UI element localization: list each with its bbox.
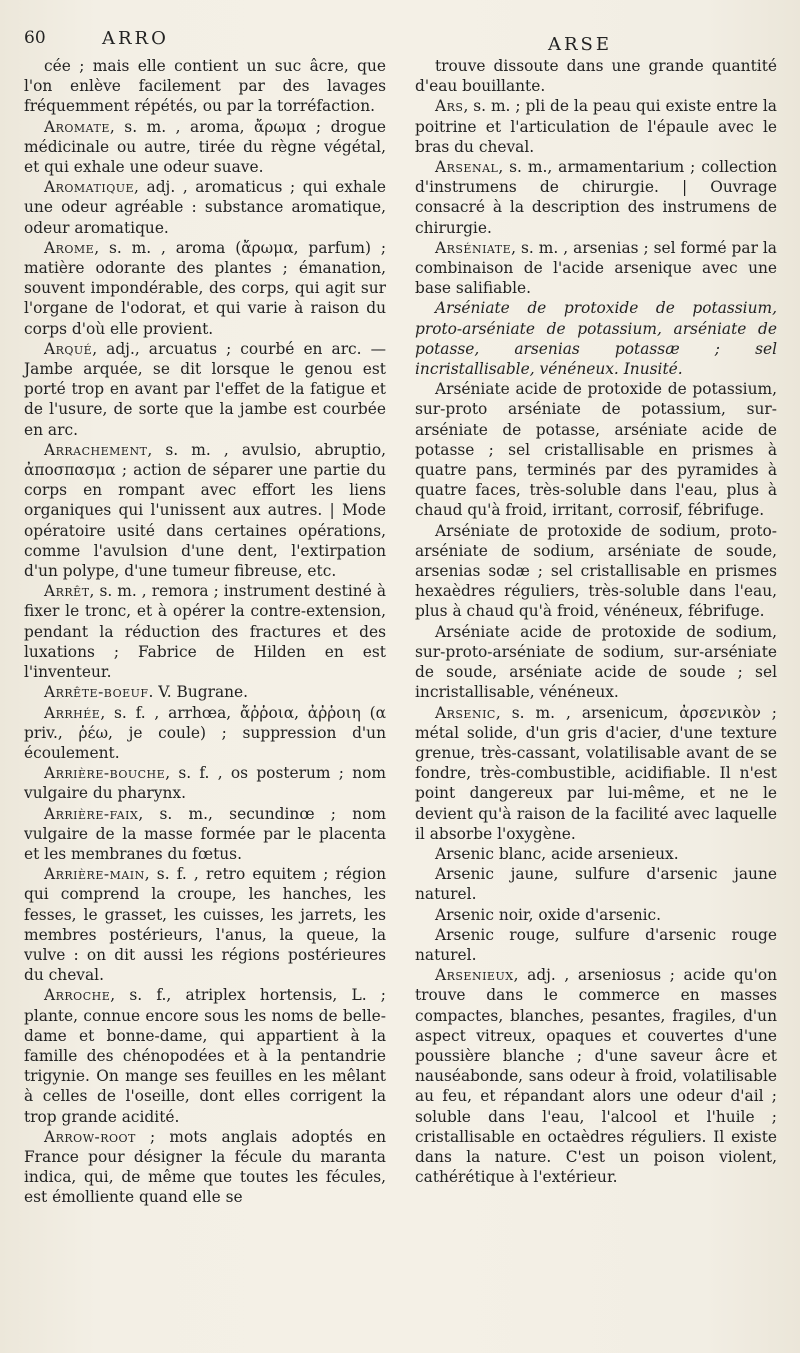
entry-text: , adj. , arseniosus ; acide qu'on trouve dans le commerce en masses compactes, blanches, pesantes, fragiles, d'un aspect vitreux, opaques et couvertes d'une poussière blanche ; d'une saveur âcre et nauséabonde, sans odeur à froid, volatilisable au feu, et répandant alors une odeur d'ail ; soluble dans l'eau, l'alcool et l'huile ; cristallisable en octaèdres réguliers. Il existe dans la nature. C'est un poison violent, cathérétique à l'extérieur. <box>415 966 777 1187</box>
entry <box>415 56 777 96</box>
entry-headword: Arrière-main <box>44 865 145 884</box>
entry-headword: Arrhée <box>44 703 101 722</box>
entry-headword: Arsenal <box>435 158 499 177</box>
entry-text: cée ; mais elle contient un suc âcre, que l'on enlève facilement par des lavages fréquemment répétés, ou par la torréfaction. <box>24 57 386 116</box>
entry <box>24 985 386 1126</box>
entry-text: Arséniate de protoxide de sodium, proto-arséniate de sodium, arséniate de soude, arsenias sodæ ; sel cristallisable en prismes hexaèdres réguliers, très-soluble dans l'eau, plus à chaud qu'à froid, vénéneux, fébrifuge. <box>415 521 777 621</box>
entry-headword: Arrière-faix <box>44 804 139 823</box>
entry <box>24 581 386 682</box>
entry <box>24 682 386 702</box>
entry-text: , s. m. , aroma, ἄρωμα ; drogue médicinale ou autre, tirée du règne végétal, et qui exhale une odeur suave. <box>24 117 386 177</box>
entry-headword: Aromate <box>44 117 110 136</box>
entry <box>24 56 386 117</box>
entry-text: Arsenic rouge, sulfure d'arsenic rouge naturel. <box>415 925 777 964</box>
entry-headword: Arome <box>44 238 95 257</box>
sub-entry <box>415 521 777 622</box>
entry-headword: Arrachement <box>44 440 148 459</box>
sub-entry <box>415 379 777 520</box>
entry-text: , s. f. , os posterum ; nom vulgaire du pharynx. <box>24 764 386 803</box>
entry-text: , s. m. , avulsio, abruptio, ἀποσπασμα ; action de séparer une partie du corps en rompant avec effort les liens organiques qui l'unissent aux autres. | Mode opératoire usité dans certaines opérations, comme l'avulsion d'une dent, l'extirpation d'un polype, d'une tumeur fibreuse, etc. <box>24 440 386 581</box>
entry-text: , s. m. , aroma (ἄρωμα, parfum) ; matière odorante des plantes ; émanation, souvent impondérable, des corps, qui agit sur l'organe de l'odorat, et qui varie à raison du corps d'où elle provient. <box>24 238 386 338</box>
entry-text: . V. Bugrane. <box>148 683 249 702</box>
entry-headword: Aromatique <box>44 178 135 197</box>
sub-entry <box>415 622 777 703</box>
page-header <box>0 28 800 55</box>
entry-text: trouve dissoute dans une grande quantité d'eau bouillante. <box>415 57 777 96</box>
entry-text: , s. m., armamentarium ; collection d'instrumens de chirurgie. | Ouvrage consacré à la description des instrumens de chirurgie. <box>415 158 777 237</box>
entry <box>24 864 386 985</box>
sub-entry <box>415 925 777 965</box>
left-column <box>24 56 386 1208</box>
entry <box>24 177 386 238</box>
entry <box>24 440 386 581</box>
entry <box>415 965 777 1187</box>
entry-text: , adj., arcuatus ; courbé en arc. —Jambe arquée, se dit lorsque le genou est porté trop en avant par l'effet de la fatigue et de l'usure, de sorte que la jambe est courbée en arc. <box>24 339 386 439</box>
entry-headword: Ars <box>435 97 464 116</box>
sub-entry <box>415 298 777 379</box>
entry-headword: Arsenieux <box>435 966 514 985</box>
entry-text: , s. m., secundinœ ; nom vulgaire de la masse formée par le placenta et les membranes du fœtus. <box>24 804 386 863</box>
sub-entry <box>415 864 777 904</box>
entry <box>415 703 777 844</box>
entry-headword: Arrête-boeuf <box>44 683 149 702</box>
running-head-left: ARRO <box>102 28 169 49</box>
entry-headword: Arqué <box>44 339 93 358</box>
entry-headword: Arrière-bouche <box>44 764 166 783</box>
entry-text: , s. m. ; pli de la peau qui existe entre la poitrine et l'articulation de l'épaule avec le bras du cheval. <box>415 97 777 156</box>
sub-entry <box>415 844 777 864</box>
entry-text: Arsenic jaune, sulfure d'arsenic jaune naturel. <box>415 865 777 904</box>
entry-headword: Arséniate <box>435 238 512 257</box>
entry <box>24 1127 386 1208</box>
entry-text: Arséniate de protoxide de potassium, proto-arséniate de potassium, arséniate de potasse, arsenias potassæ ; sel incristallisable, vénéneux. Inusité. <box>415 299 777 379</box>
entry-text: ; mots anglais adoptés en France pour désigner la fécule du maranta indica, qui, de même que toutes les fécules, est émolliente quand elle se <box>24 1127 386 1207</box>
entry <box>24 238 386 339</box>
entry-text: , s. m. , arsenias ; sel formé par la combinaison de l'acide arsenique avec une base salifiable. <box>415 238 777 298</box>
right-column <box>415 56 777 1187</box>
page-number: 60 <box>24 28 46 48</box>
entry-headword: Arsenic <box>435 703 496 722</box>
entry <box>24 763 386 803</box>
entry <box>415 238 777 299</box>
entry-text: , s. m. , arsenicum, ἀρσενικὸν ; métal solide, d'un gris d'acier, d'une texture grenue, très-cassant, volatilisable avant de se fondre, très-combustible, acidifiable. Il n'est point dangereux par lui-même, et ne le devient qu'à raison de la facilité avec laquelle il absorbe l'oxygène. <box>415 703 777 843</box>
entry <box>415 157 777 238</box>
running-head-right: ARSE <box>548 34 613 55</box>
entry <box>24 703 386 764</box>
entry-text: , s. f., atriplex hortensis, L. ; plante, connue encore sous les noms de belle-dame et bonne-dame, qui appartient à la famille des chénopodées et à la pentandrie trigynie. On mange ses feuilles en les mêlant à celles de l'oseille, dont elles corrigent la trop grande acidité. <box>24 986 386 1126</box>
entry-text: Arséniate acide de protoxide de sodium, sur-proto-arséniate de sodium, sur-arséniate de soude, arséniate acide de soude ; sel incristallisable, vénéneux. <box>415 622 777 702</box>
entry-text: , s. m. , remora ; instrument destiné à fixer le tronc, et à opérer la contre-extension, pendant la réduction des fractures et des luxations ; Fabrice de Hilden en est l'inventeur. <box>24 582 386 682</box>
entry-headword: Arroche <box>44 986 111 1005</box>
entry-headword: Arrow-root <box>44 1127 136 1146</box>
entry-text: Arséniate acide de protoxide de potassium, sur-proto arséniate de potassium, sur-arséniate de potasse, arséniate acide de potasse ; sel cristallisable en prismes à quatre pans, terminés par des pyramides à quatre faces, très-soluble dans l'eau, plus à chaud qu'à froid, irritant, corrosif, fébrifuge. <box>415 380 777 520</box>
entry <box>24 339 386 440</box>
entry <box>415 96 777 157</box>
entry <box>24 117 386 178</box>
entry-text: , adj. , aromaticus ; qui exhale une odeur agréable : substance aromatique, odeur aromatique. <box>24 178 386 237</box>
entry <box>24 804 386 865</box>
entry-headword: Arrêt <box>44 582 90 601</box>
entry-text: Arsenic blanc, acide arsenieux. <box>435 844 679 863</box>
entry-text: , s. f. , arrhœa, ἄῤῥοια, ἀῤῥοιη (α priv., ῥέω, je coule) ; suppression d'un écoulement. <box>24 703 386 762</box>
entry-text: Arsenic noir, oxide d'arsenic. <box>435 905 662 924</box>
sub-entry <box>415 905 777 925</box>
entry-text: , s. f. , retro equitem ; région qui comprend la croupe, les hanches, les fesses, le grasset, les cuisses, les jarrets, les membres postérieurs, l'anus, la queue, la vulve : on dit aussi les régions postérieures du cheval. <box>24 865 386 985</box>
